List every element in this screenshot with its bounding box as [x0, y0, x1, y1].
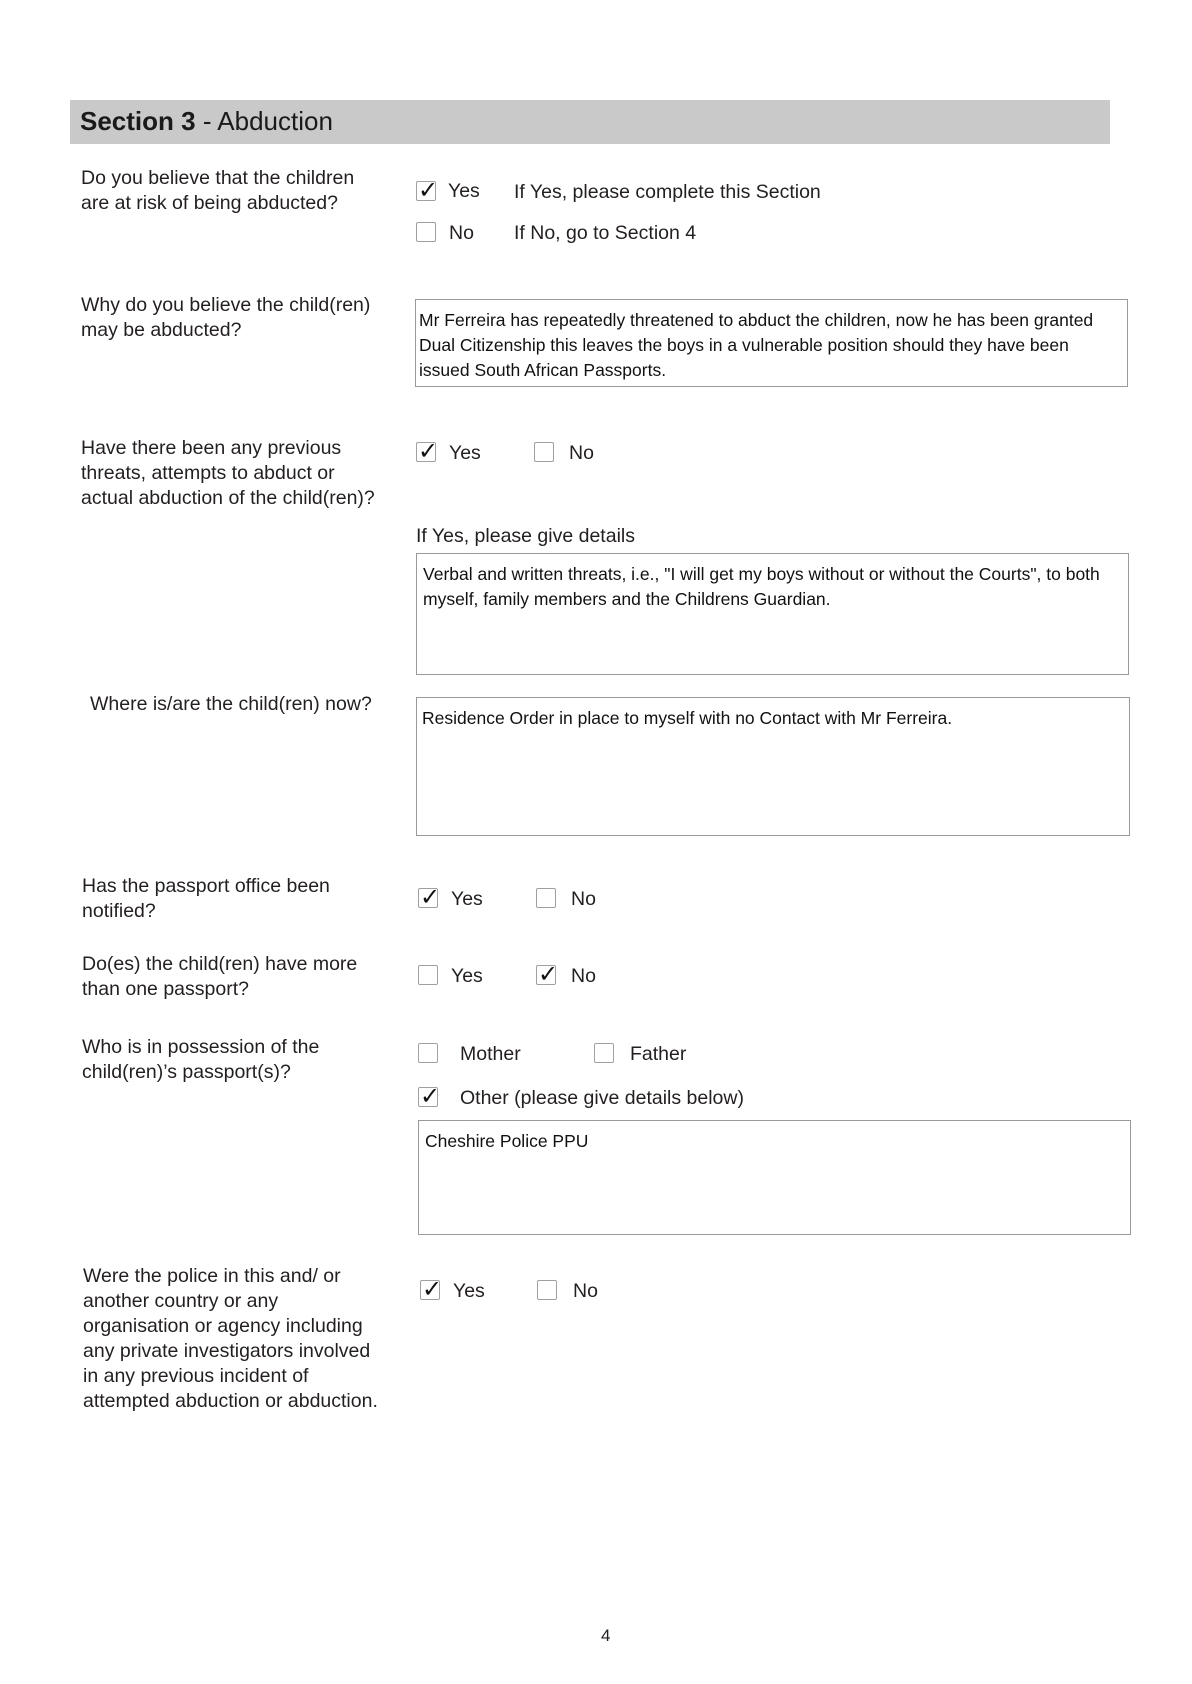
q2-question: Why do you believe the child(ren) may be abducted?	[81, 294, 371, 341]
section-title: Section 3 - Abduction	[80, 106, 333, 136]
q7-question: Who is in possession of the child(ren)’s passport(s)?	[82, 1036, 320, 1083]
q1-yes-note: If Yes, please complete this Section	[514, 181, 821, 203]
q4-answer-field[interactable]: Residence Order in place to myself with no Contact with Mr Ferreira.	[416, 697, 1130, 836]
q8-question: Were the police in this and/ or another country or any organisation or agency including any private investigators involved in any previous incident of attempted abduction or abduction.	[83, 1265, 378, 1412]
q7-mother-checkbox[interactable]	[418, 1043, 438, 1063]
q7-other-label: Other (please give details below)	[460, 1087, 744, 1109]
q1-no-checkbox[interactable]	[416, 222, 436, 242]
q7-details-field[interactable]: Cheshire Police PPU	[418, 1120, 1131, 1235]
q5-yes-label: Yes	[451, 888, 483, 910]
q1-yes-label: Yes	[448, 180, 480, 202]
q6-yes-label: Yes	[451, 965, 483, 987]
q6-no-label: No	[571, 965, 596, 987]
q6-question: Do(es) the child(ren) have more than one passport?	[82, 953, 358, 1000]
q3-details-label: If Yes, please give details	[416, 525, 635, 547]
q6-no-checkbox[interactable]	[536, 960, 559, 988]
page-number: 4	[601, 1626, 611, 1645]
checkmark-icon: ✓	[538, 960, 559, 988]
q3-yes-checkbox[interactable]	[416, 437, 439, 465]
q7-mother-label: Mother	[460, 1043, 521, 1065]
q6-yes-checkbox[interactable]	[418, 965, 438, 985]
q3-question: Have there been any previous threats, attempts to abduct or actual abduction of the child(ren)?	[81, 437, 375, 509]
checkmark-icon: ✓	[420, 1082, 441, 1110]
q1-yes-checkbox[interactable]	[416, 176, 439, 204]
q3-no-label: No	[569, 442, 594, 464]
q3-yes-label: Yes	[449, 442, 481, 464]
q3-no-checkbox[interactable]	[534, 442, 554, 462]
q4-question: Where is/are the child(ren) now?	[90, 693, 372, 715]
section-header	[70, 100, 1110, 144]
q5-no-label: No	[571, 888, 596, 910]
q8-yes-label: Yes	[453, 1280, 485, 1302]
q5-no-checkbox[interactable]	[536, 888, 556, 908]
checkmark-icon: ✓	[418, 437, 439, 465]
checkmark-icon: ✓	[420, 883, 441, 911]
q8-no-label: No	[573, 1280, 598, 1302]
checkmark-icon: ✓	[418, 176, 439, 204]
q1-no-note: If No, go to Section 4	[514, 222, 697, 244]
q3-details-field[interactable]: Verbal and written threats, i.e., "I will get my boys without or without the Courts", to both myself, family members and the Childrens Guardian.	[416, 553, 1129, 675]
q5-question: Has the passport office been notified?	[82, 875, 330, 922]
q1-no-label: No	[449, 222, 474, 244]
q7-father-label: Father	[630, 1043, 687, 1065]
checkmark-icon: ✓	[422, 1275, 443, 1303]
q7-father-checkbox[interactable]	[594, 1043, 614, 1063]
q2-answer-field[interactable]: Mr Ferreira has repeatedly threatened to abduct the children, now he has been granted Dual Citizenship this leaves the boys in a vulnerable position should they have been issued South African Passports.	[415, 299, 1128, 387]
q8-yes-checkbox[interactable]	[420, 1275, 443, 1303]
q1-question: Do you believe that the children are at risk of being abducted?	[81, 167, 355, 214]
q7-other-checkbox[interactable]	[418, 1082, 441, 1110]
q5-yes-checkbox[interactable]	[418, 883, 441, 911]
q8-no-checkbox[interactable]	[537, 1280, 557, 1300]
